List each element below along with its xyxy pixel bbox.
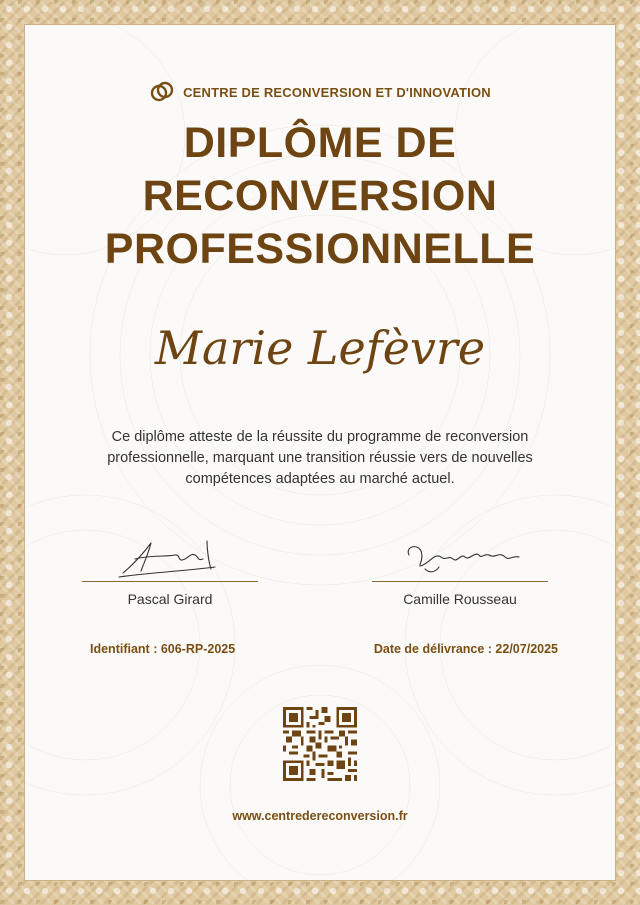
signature-block-right bbox=[370, 533, 550, 607]
certificate-paper bbox=[25, 25, 615, 880]
signature-line-left bbox=[82, 581, 258, 582]
qr-code-icon bbox=[283, 707, 357, 781]
handwritten-signature-right bbox=[395, 533, 525, 579]
signatory-name-right: Camille Rousseau bbox=[403, 591, 517, 607]
signatory-name-left: Pascal Girard bbox=[127, 591, 213, 607]
certificate-identifier: Identifiant : 606-RP-2025 bbox=[90, 642, 236, 656]
issue-date: Date de délivrance : 22/07/2025 bbox=[373, 642, 558, 656]
signature-line-right bbox=[372, 581, 548, 582]
signature-block-left bbox=[80, 533, 260, 607]
website-link[interactable]: www.centredereconversion.fr bbox=[232, 809, 408, 823]
title-line-2: RECONVERSION bbox=[142, 172, 498, 220]
title-line-1: DIPLÔME DE bbox=[183, 119, 457, 167]
recipient-name: Marie Lefèvre bbox=[154, 321, 486, 375]
certificate-statement: Ce diplôme atteste de la réussite du programme de reconversion professionnelle, marquant une transition réussie vers de nouvelles compétences adaptées au marché actuel. bbox=[107, 429, 533, 487]
linked-rings-icon bbox=[149, 80, 175, 104]
organization-header bbox=[25, 80, 615, 104]
certificate-title bbox=[25, 117, 615, 276]
handwritten-signature-left bbox=[115, 533, 225, 579]
title-line-3: PROFESSIONNELLE bbox=[104, 225, 536, 273]
organization-name: CENTRE DE RECONVERSION ET D'INNOVATION bbox=[183, 84, 491, 100]
